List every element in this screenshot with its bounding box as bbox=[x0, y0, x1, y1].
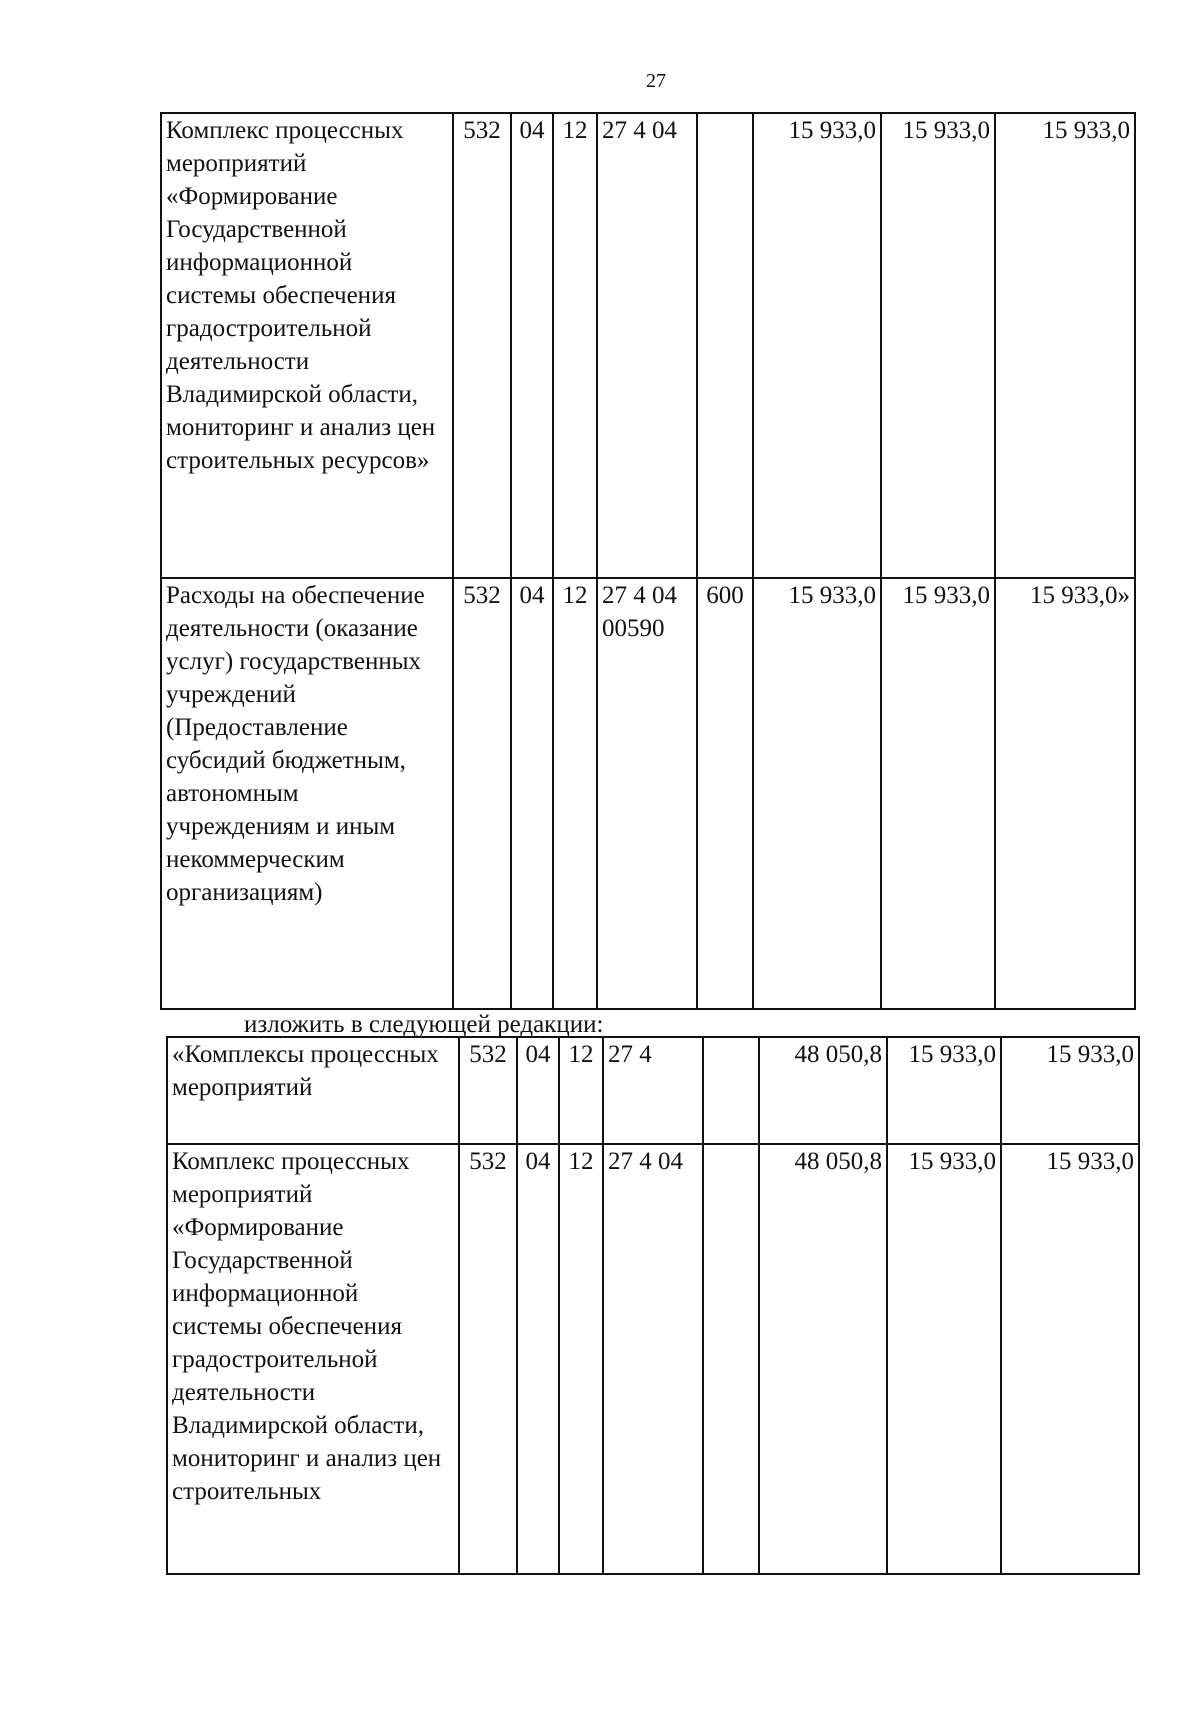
row-name: Расходы на обеспечение деятельности (оказание услуг) государственных учреждений (Предоставление субсидий бюджетным, автономным учреждениям и иным некоммерческим организациям) bbox=[161, 578, 453, 1009]
vr-code bbox=[703, 1037, 759, 1144]
ved-code: 532 bbox=[459, 1144, 517, 1574]
rz-code: 04 bbox=[511, 113, 553, 578]
pr-code: 12 bbox=[559, 1144, 603, 1574]
table-row bbox=[167, 1037, 1139, 1144]
amount-year2: 15 933,0 bbox=[887, 1037, 1001, 1144]
ved-code: 532 bbox=[459, 1037, 517, 1144]
rz-code: 04 bbox=[517, 1144, 559, 1574]
amount-year3: 15 933,0 bbox=[995, 113, 1135, 578]
amount-year3: 15 933,0 bbox=[1001, 1037, 1139, 1144]
table-row bbox=[161, 578, 1135, 1009]
ved-code: 532 bbox=[453, 113, 511, 578]
budget-table-after bbox=[166, 1036, 1140, 1575]
row-name: «Комплексы процессных мероприятий bbox=[167, 1037, 459, 1144]
amount-year2: 15 933,0 bbox=[887, 1144, 1001, 1574]
amount-year2: 15 933,0 bbox=[881, 113, 995, 578]
vr-code: 600 bbox=[697, 578, 753, 1009]
kcsr-code: 27 4 bbox=[603, 1037, 703, 1144]
rz-code: 04 bbox=[517, 1037, 559, 1144]
pr-code: 12 bbox=[553, 113, 597, 578]
kcsr-code: 27 4 04 bbox=[603, 1144, 703, 1574]
rz-code: 04 bbox=[511, 578, 553, 1009]
pr-code: 12 bbox=[559, 1037, 603, 1144]
amount-year1: 48 050,8 bbox=[759, 1144, 887, 1574]
amount-year1: 15 933,0 bbox=[753, 578, 881, 1009]
kcsr-code: 27 4 04 bbox=[597, 113, 697, 578]
transition-text: изложить в следующей редакции: bbox=[244, 1011, 604, 1038]
table-row bbox=[161, 113, 1135, 578]
amount-year3: 15 933,0 bbox=[1001, 1144, 1139, 1574]
amount-year1: 15 933,0 bbox=[753, 113, 881, 578]
row-name: Комплекс процессных мероприятий «Формирование Государственной информационной системы обеспечения градостроительной деятельности Владимирской области, мониторинг и анализ цен строительных bbox=[167, 1144, 459, 1574]
pr-code: 12 bbox=[553, 578, 597, 1009]
vr-code bbox=[697, 113, 753, 578]
amount-year3: 15 933,0» bbox=[995, 578, 1135, 1009]
budget-table-before bbox=[160, 112, 1136, 1010]
vr-code bbox=[703, 1144, 759, 1574]
amount-year2: 15 933,0 bbox=[881, 578, 995, 1009]
kcsr-code: 27 4 04 00590 bbox=[597, 578, 697, 1009]
page-number: 27 bbox=[646, 70, 666, 92]
ved-code: 532 bbox=[453, 578, 511, 1009]
amount-year1: 48 050,8 bbox=[759, 1037, 887, 1144]
table-row bbox=[167, 1144, 1139, 1574]
row-name: Комплекс процессных мероприятий «Формирование Государственной информационной системы обеспечения градостроительной деятельности Владимирской области, мониторинг и анализ цен строительных ресурсов» bbox=[161, 113, 453, 578]
